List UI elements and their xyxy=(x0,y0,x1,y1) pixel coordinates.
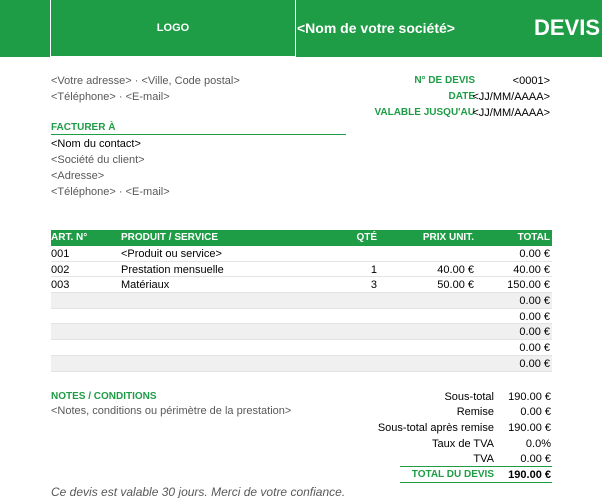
cell-total: 0.00 € xyxy=(519,310,550,323)
col-header-qty: QTÉ xyxy=(356,232,377,243)
table-header-row xyxy=(51,230,552,246)
cell-art: 001 xyxy=(51,248,70,260)
header-band xyxy=(0,0,602,57)
subtotal-label: Sous-total xyxy=(444,391,494,403)
after-discount-value: 190.00 € xyxy=(508,422,551,434)
logo-placeholder[interactable] xyxy=(50,0,296,57)
cell-total: 150.00 € xyxy=(507,279,550,292)
bill-to-address: <Adresse> xyxy=(51,170,105,182)
bill-to-company: <Société du client> xyxy=(51,154,145,166)
tax-rate-label: Taux de TVA xyxy=(432,438,494,450)
cell-qty: 1 xyxy=(370,263,377,276)
cell-qty: 3 xyxy=(370,279,377,292)
cell-art: 003 xyxy=(51,279,70,292)
cell-product: <Produit ou service> xyxy=(121,248,222,260)
table-row xyxy=(51,246,552,262)
cell-unit-price: 50.00 € xyxy=(437,279,474,292)
bill-to-divider xyxy=(51,134,346,135)
footer-message: Ce devis est valable 30 jours. Merci de votre confiance. xyxy=(51,485,346,498)
cell-total: 0.00 € xyxy=(519,326,550,339)
col-header-art: ART. N° xyxy=(51,232,88,243)
sender-contact: <Téléphone> · <E-mail> xyxy=(51,91,170,103)
grand-total-label: TOTAL DU DEVIS xyxy=(411,469,494,480)
grand-total-bottom-rule xyxy=(400,482,552,483)
notes-text: <Notes, conditions ou périmètre de la prestation> xyxy=(51,405,292,417)
company-name: <Nom de votre société> xyxy=(297,20,455,36)
bill-to-heading: FACTURER À xyxy=(51,122,116,133)
tax-rate-value: 0.0% xyxy=(525,438,551,450)
tax-label: TVA xyxy=(473,453,494,465)
document-title: DEVIS xyxy=(533,15,600,40)
table-row xyxy=(51,277,552,293)
table-row xyxy=(51,324,552,340)
cell-unit-price: 40.00 € xyxy=(437,263,474,276)
quote-date-label: DATE xyxy=(448,91,475,102)
cell-total: 0.00 € xyxy=(519,295,550,308)
cell-total: 0.00 € xyxy=(519,342,550,355)
table-row xyxy=(51,293,552,309)
cell-art: 002 xyxy=(51,263,70,276)
quote-number-value: <0001> xyxy=(512,75,550,87)
cell-product: Prestation mensuelle xyxy=(121,263,224,276)
quote-valid-label: VALABLE JUSQU'AU xyxy=(374,107,475,118)
quote-valid-value: <JJ/MM/AAAA> xyxy=(472,107,550,119)
table-row xyxy=(51,340,552,356)
table-row xyxy=(51,356,552,372)
cell-total: 0.00 € xyxy=(519,248,550,260)
table-row xyxy=(51,309,552,325)
cell-total: 40.00 € xyxy=(513,263,550,276)
col-header-product: PRODUIT / SERVICE xyxy=(121,232,219,243)
bill-to-contact-line: <Téléphone> · <E-mail> xyxy=(51,186,170,198)
sender-address: <Votre adresse> · <Ville, Code postal> xyxy=(51,75,240,87)
tax-value: 0.00 € xyxy=(520,453,551,465)
discount-value: 0.00 € xyxy=(520,406,551,418)
after-discount-label: Sous-total après remise xyxy=(377,422,494,434)
grand-total-value: 190.00 € xyxy=(508,469,551,481)
col-header-unit-price: PRIX UNIT. xyxy=(422,232,474,243)
notes-heading: NOTES / CONDITIONS xyxy=(51,391,157,402)
logo-text: LOGO xyxy=(156,22,190,34)
quote-number-label: N° DE DEVIS xyxy=(414,75,475,86)
grand-total-top-rule xyxy=(400,466,552,467)
table-row xyxy=(51,262,552,278)
subtotal-value: 190.00 € xyxy=(508,391,551,403)
cell-product: Matériaux xyxy=(121,279,170,292)
discount-label: Remise xyxy=(456,406,494,418)
col-header-total: TOTAL xyxy=(517,232,550,243)
items-table xyxy=(51,230,552,372)
cell-total: 0.00 € xyxy=(519,357,550,370)
quote-date-value: <JJ/MM/AAAA> xyxy=(472,91,550,103)
bill-to-contact: <Nom du contact> xyxy=(51,138,141,150)
